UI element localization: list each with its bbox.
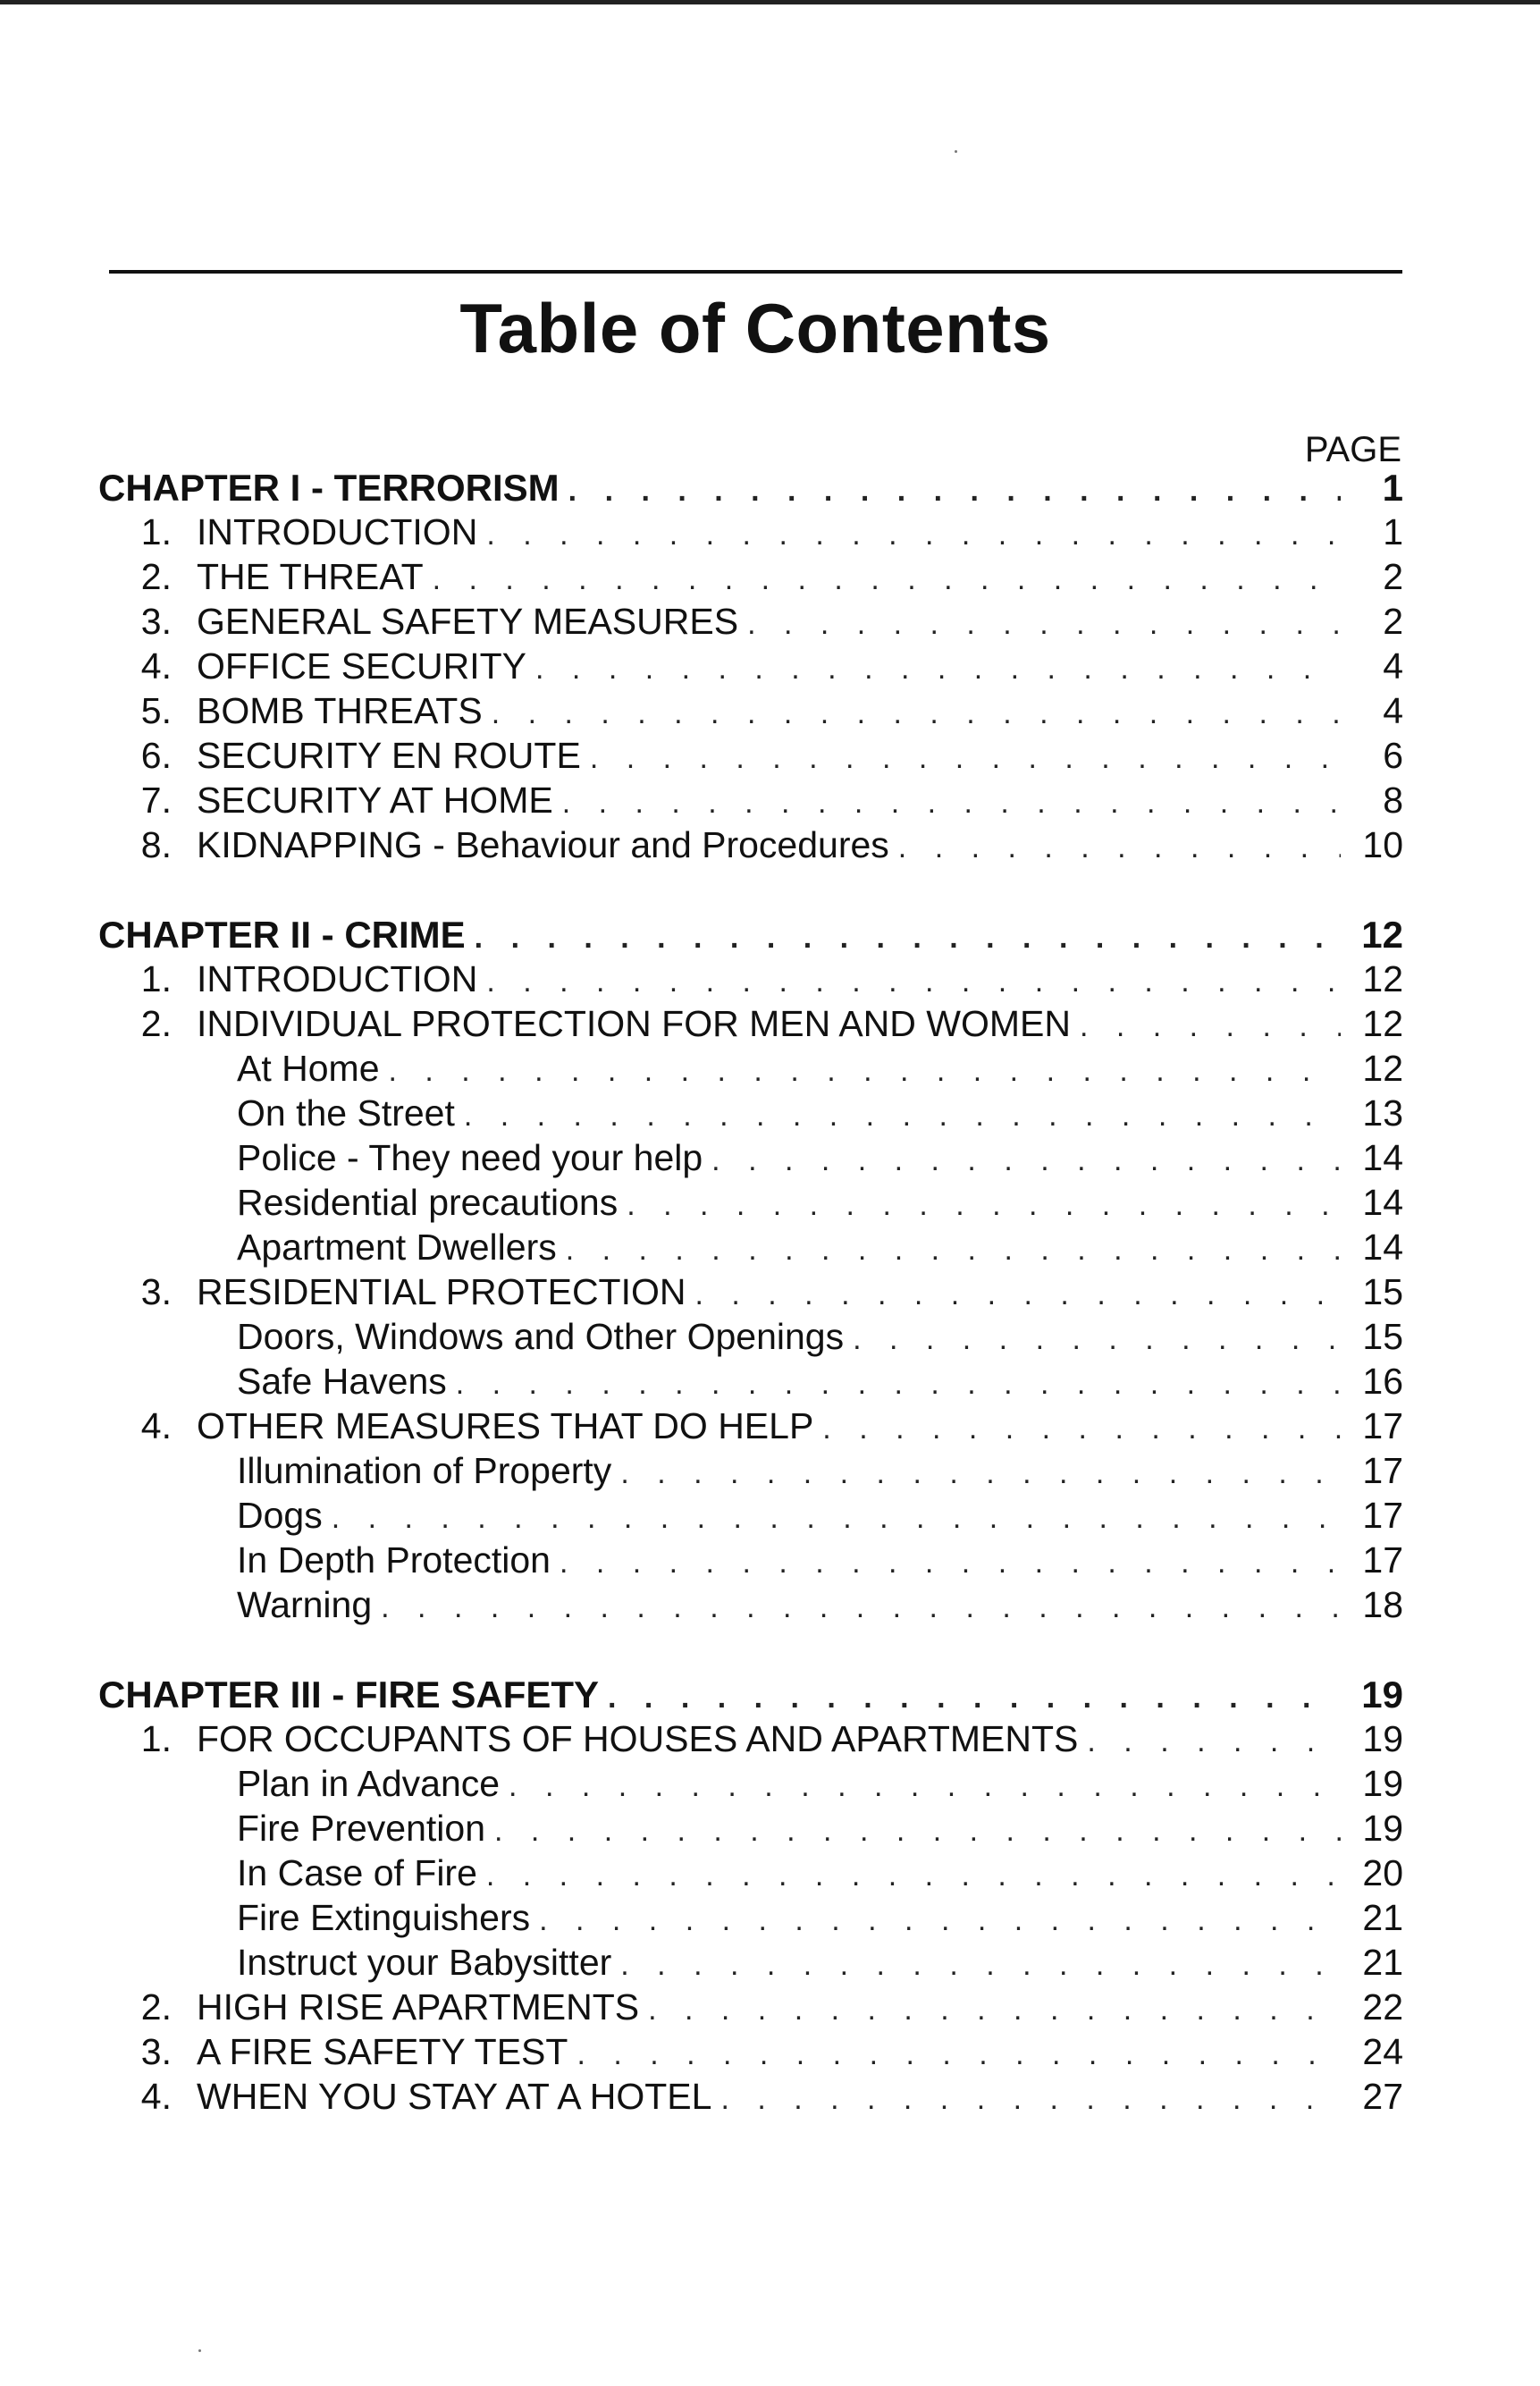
chapter-title: CHAPTER III - FIRE SAFETY <box>98 1674 600 1716</box>
dot-leader <box>711 1143 1341 1178</box>
entry-title: INTRODUCTION <box>197 958 478 999</box>
toc-subentry-row <box>98 1897 1403 1942</box>
entry-title: HIGH RISE APARTMENTS <box>197 1986 640 2028</box>
entry-page-number: 18 <box>1362 1584 1403 1625</box>
dot-leader <box>627 1188 1341 1223</box>
toc-subentry-row <box>98 1227 1403 1271</box>
page-top-border <box>0 0 1540 4</box>
entry-number: 4. <box>140 1405 172 1446</box>
entry-title: Apartment Dwellers <box>237 1227 557 1268</box>
dot-leader <box>509 1769 1341 1804</box>
dot-leader <box>433 562 1341 597</box>
dot-leader <box>486 965 1341 999</box>
dot-leader <box>464 1099 1341 1134</box>
entry-number: 2. <box>140 1003 172 1044</box>
toc-subentry-row <box>98 1092 1403 1137</box>
dot-leader <box>620 1456 1341 1491</box>
entry-title: KIDNAPPING - Behaviour and Procedures <box>197 824 889 865</box>
entry-page-number: 21 <box>1362 1942 1403 1983</box>
entry-page-number: 13 <box>1362 1092 1403 1134</box>
entry-page-number: 2 <box>1383 556 1403 597</box>
dot-leader <box>608 1681 1341 1716</box>
dot-leader <box>492 696 1341 731</box>
dot-leader <box>568 474 1341 509</box>
dot-leader <box>539 1903 1341 1938</box>
toc-entry-row <box>98 2031 1403 2076</box>
entry-page-number: 17 <box>1362 1405 1403 1446</box>
entry-title: OFFICE SECURITY <box>197 645 527 687</box>
toc-subentry-row <box>98 1450 1403 1495</box>
chapter-heading-row <box>98 1674 1403 1718</box>
dot-leader <box>590 741 1341 776</box>
dot-leader <box>456 1367 1341 1402</box>
toc-entry-row <box>98 1271 1403 1316</box>
dot-leader <box>898 830 1341 865</box>
entry-title: Fire Extinguishers <box>237 1897 531 1938</box>
dot-leader <box>475 921 1341 956</box>
entry-page-number: 19 <box>1362 1808 1403 1849</box>
entry-page-number: 19 <box>1362 1718 1403 1759</box>
chapter-title: CHAPTER II - CRIME <box>98 914 466 956</box>
toc-subentry-row <box>98 1942 1403 1986</box>
toc-entry-row <box>98 735 1403 780</box>
dot-leader <box>389 1054 1342 1089</box>
dot-leader <box>332 1501 1341 1536</box>
dot-leader <box>486 518 1341 552</box>
toc-subentry-row <box>98 1584 1403 1629</box>
toc-subentry-row <box>98 1495 1403 1539</box>
dot-leader <box>648 1993 1341 2028</box>
entry-title: SECURITY EN ROUTE <box>197 735 581 776</box>
entry-title: THE THREAT <box>197 556 424 597</box>
toc-entry-row <box>98 690 1403 735</box>
entry-title: Residential precautions <box>237 1182 619 1223</box>
entry-page-number: 1 <box>1383 511 1403 552</box>
entry-title: BOMB THREATS <box>197 690 483 731</box>
toc-entry-row <box>98 645 1403 690</box>
entry-title: Dogs <box>237 1495 323 1536</box>
dot-leader <box>720 2082 1341 2117</box>
entry-title: SECURITY AT HOME <box>197 780 553 821</box>
toc-entry-row <box>98 780 1403 824</box>
toc-subentry-row <box>98 1763 1403 1808</box>
chapter-gap <box>98 1629 1403 1674</box>
dot-leader <box>1087 1724 1341 1759</box>
entry-number: 1. <box>140 958 172 999</box>
entry-number: 3. <box>140 2031 172 2072</box>
chapter-gap <box>98 869 1403 914</box>
entry-number: 6. <box>140 735 172 776</box>
entry-page-number: 24 <box>1362 2031 1403 2072</box>
dot-leader <box>535 652 1341 687</box>
entry-number: 8. <box>140 824 172 865</box>
entry-title: RESIDENTIAL PROTECTION <box>197 1271 686 1312</box>
entry-page-number: 20 <box>1362 1852 1403 1893</box>
page-column-header: PAGE <box>1304 430 1401 469</box>
entry-page-number: 10 <box>1362 824 1403 865</box>
entry-page-number: 22 <box>1362 1986 1403 2028</box>
entry-page-number: 8 <box>1383 780 1403 821</box>
entry-number: 3. <box>140 1271 172 1312</box>
toc-subentry-row <box>98 1361 1403 1405</box>
dot-leader <box>486 1859 1341 1893</box>
entry-title: Police - They need your help <box>237 1137 703 1178</box>
entry-title: INTRODUCTION <box>197 511 478 552</box>
entry-number: 7. <box>140 780 172 821</box>
toc-entry-row <box>98 958 1403 1003</box>
title-rule <box>109 270 1402 274</box>
chapter-heading-row <box>98 467 1403 511</box>
table-of-contents <box>98 467 1403 2120</box>
entry-number: 4. <box>140 645 172 687</box>
scan-speck <box>198 2349 201 2352</box>
scan-speck <box>955 150 957 153</box>
entry-title: On the Street <box>237 1092 455 1134</box>
dot-leader <box>566 1233 1341 1268</box>
page-title: Table of Contents <box>459 289 1051 367</box>
toc-subentry-row <box>98 1316 1403 1361</box>
toc-entry-row <box>98 511 1403 556</box>
entry-title: A FIRE SAFETY TEST <box>197 2031 568 2072</box>
entry-number: 1. <box>140 1718 172 1759</box>
entry-title: At Home <box>237 1048 380 1089</box>
entry-page-number: 14 <box>1362 1182 1403 1223</box>
entry-page-number: 12 <box>1362 958 1403 999</box>
entry-title: FOR OCCUPANTS OF HOUSES AND APARTMENTS <box>197 1718 1079 1759</box>
entry-page-number: 14 <box>1362 1227 1403 1268</box>
entry-page-number: 19 <box>1362 1763 1403 1804</box>
toc-entry-row <box>98 556 1403 601</box>
entry-page-number: 17 <box>1362 1450 1403 1491</box>
dot-leader <box>822 1412 1341 1446</box>
dot-leader <box>620 1948 1341 1983</box>
toc-entry-row <box>98 824 1403 869</box>
toc-subentry-row <box>98 1852 1403 1897</box>
entry-page-number: 27 <box>1362 2076 1403 2117</box>
toc-subentry-row <box>98 1048 1403 1092</box>
dot-leader <box>494 1814 1341 1849</box>
chapter-heading-row <box>98 914 1403 958</box>
entry-page-number: 15 <box>1362 1271 1403 1312</box>
entry-number: 1. <box>140 511 172 552</box>
dot-leader <box>695 1277 1342 1312</box>
toc-entry-row <box>98 1986 1403 2031</box>
chapter-page-number: 19 <box>1361 1674 1403 1716</box>
dot-leader <box>560 1546 1341 1581</box>
entry-number: 2. <box>140 556 172 597</box>
entry-page-number: 16 <box>1362 1361 1403 1402</box>
toc-subentry-row <box>98 1539 1403 1584</box>
dot-leader <box>576 2037 1341 2072</box>
chapter-page-number: 1 <box>1382 467 1403 509</box>
toc-subentry-row <box>98 1182 1403 1227</box>
dot-leader <box>747 607 1341 642</box>
toc-entry-row <box>98 601 1403 645</box>
entry-title: Illumination of Property <box>237 1450 612 1491</box>
dot-leader <box>381 1590 1341 1625</box>
dot-leader <box>853 1322 1341 1357</box>
entry-page-number: 4 <box>1383 690 1403 731</box>
entry-title: GENERAL SAFETY MEASURES <box>197 601 739 642</box>
entry-page-number: 12 <box>1362 1048 1403 1089</box>
chapter-page-number: 12 <box>1361 914 1403 956</box>
toc-entry-row <box>98 1003 1403 1048</box>
entry-title: In Case of Fire <box>237 1852 477 1893</box>
entry-title: OTHER MEASURES THAT DO HELP <box>197 1405 814 1446</box>
toc-entry-row <box>98 1405 1403 1450</box>
toc-subentry-row <box>98 1808 1403 1852</box>
entry-title: INDIVIDUAL PROTECTION FOR MEN AND WOMEN <box>197 1003 1071 1044</box>
entry-title: Doors, Windows and Other Openings <box>237 1316 845 1357</box>
entry-title: Instruct your Babysitter <box>237 1942 612 1983</box>
entry-page-number: 17 <box>1362 1539 1403 1581</box>
entry-title: WHEN YOU STAY AT A HOTEL <box>197 2076 712 2117</box>
entry-number: 3. <box>140 601 172 642</box>
entry-page-number: 12 <box>1362 1003 1403 1044</box>
toc-subentry-row <box>98 1137 1403 1182</box>
dot-leader <box>562 786 1341 821</box>
entry-number: 4. <box>140 2076 172 2117</box>
entry-title: Warning <box>237 1584 373 1625</box>
toc-entry-row <box>98 2076 1403 2120</box>
dot-leader <box>1080 1009 1341 1044</box>
entry-page-number: 15 <box>1362 1316 1403 1357</box>
chapter-title: CHAPTER I - TERRORISM <box>98 467 560 509</box>
entry-page-number: 4 <box>1383 645 1403 687</box>
entry-title: Safe Havens <box>237 1361 447 1402</box>
entry-title: Plan in Advance <box>237 1763 501 1804</box>
entry-number: 2. <box>140 1986 172 2028</box>
toc-entry-row <box>98 1718 1403 1763</box>
entry-number: 5. <box>140 690 172 731</box>
entry-title: In Depth Protection <box>237 1539 551 1581</box>
entry-page-number: 21 <box>1362 1897 1403 1938</box>
entry-page-number: 17 <box>1362 1495 1403 1536</box>
entry-title: Fire Prevention <box>237 1808 486 1849</box>
entry-page-number: 14 <box>1362 1137 1403 1178</box>
entry-page-number: 6 <box>1383 735 1403 776</box>
entry-page-number: 2 <box>1383 601 1403 642</box>
